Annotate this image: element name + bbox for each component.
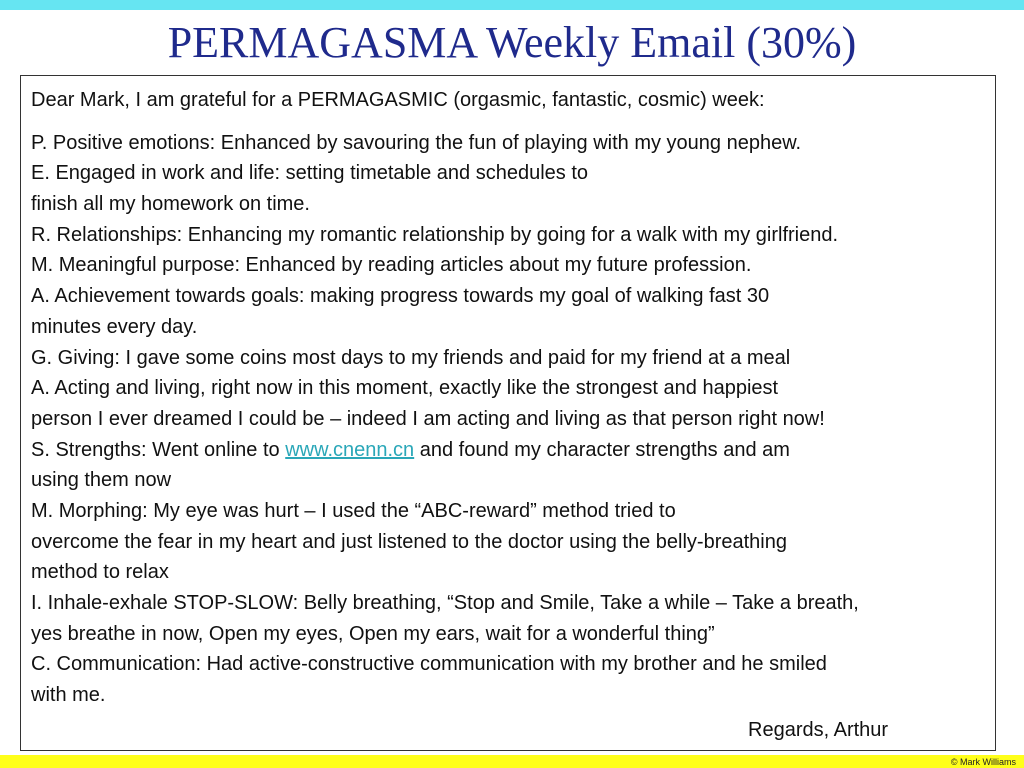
list-item-s-cont: using them now [31,469,172,492]
list-item-c: C. Communication: Had active-constructive communication with my brother and he smiled [31,653,827,676]
list-item-a: A. Achievement towards goals: making progress towards my goal of walking fast 30 [31,285,770,308]
list-item-r: R. Relationships: Enhancing my romantic relationship by going for a walk with my girlfriend. [31,223,839,246]
greeting-line: Dear Mark, I am grateful for a PERMAGASMIC (orgasmic, fantastic, cosmic) week: [31,89,765,111]
email-body [31,85,991,711]
slide-title: PERMAGASMA Weekly Email (30%) [167,18,857,67]
bottom-accent-bar [0,755,1024,768]
list-item-e-cont: finish all my homework on time. [31,193,310,216]
list-item-a-cont: minutes every day. [31,315,198,338]
perma-list [31,128,991,711]
strengths-link[interactable]: www.cnenn.cn [285,438,415,461]
email-text-box [20,75,996,751]
list-item-a2-cont: person I ever dreamed I could be – indeed I am acting and living as that person right now! [31,407,825,430]
list-item-a2: A. Acting and living, right now in this moment, exactly like the strongest and happiest [31,377,779,400]
list-item-m2-cont: overcome the fear in my heart and just listened to the doctor using the belly-breathing [31,530,787,553]
list-item-m: M. Meaningful purpose: Enhanced by reading articles about my future profession. [31,254,752,277]
list-item-i-cont: yes breathe in now, Open my eyes, Open my ears, wait for a wonderful thing” [31,622,715,645]
list-item-m2-cont2: method to relax [31,561,169,584]
list-item-g: G. Giving: I gave some coins most days to my friends and paid for my friend at a meal [31,346,791,369]
strengths-text-after: and found my character strengths and am [414,438,790,461]
list-item-c-cont: with me. [31,684,106,707]
list-item-p: P. Positive emotions: Enhanced by savouring the fun of playing with my young nephew. [31,131,802,154]
list-item-i: I. Inhale-exhale STOP-SLOW: Belly breathing, “Stop and Smile, Take a while – Take a breath, [31,592,859,614]
email-signoff: Regards, Arthur [748,719,889,741]
list-item-e: E. Engaged in work and life: setting timetable and schedules to [31,162,589,185]
top-accent-bar [0,0,1024,10]
list-item-m2: M. Morphing: My eye was hurt – I used the “ABC-reward” method tried to [31,499,676,522]
strengths-text-before: S. Strengths: Went online to [31,438,286,461]
copyright-notice: © Mark Williams [950,757,1016,767]
list-item-s [31,435,991,466]
